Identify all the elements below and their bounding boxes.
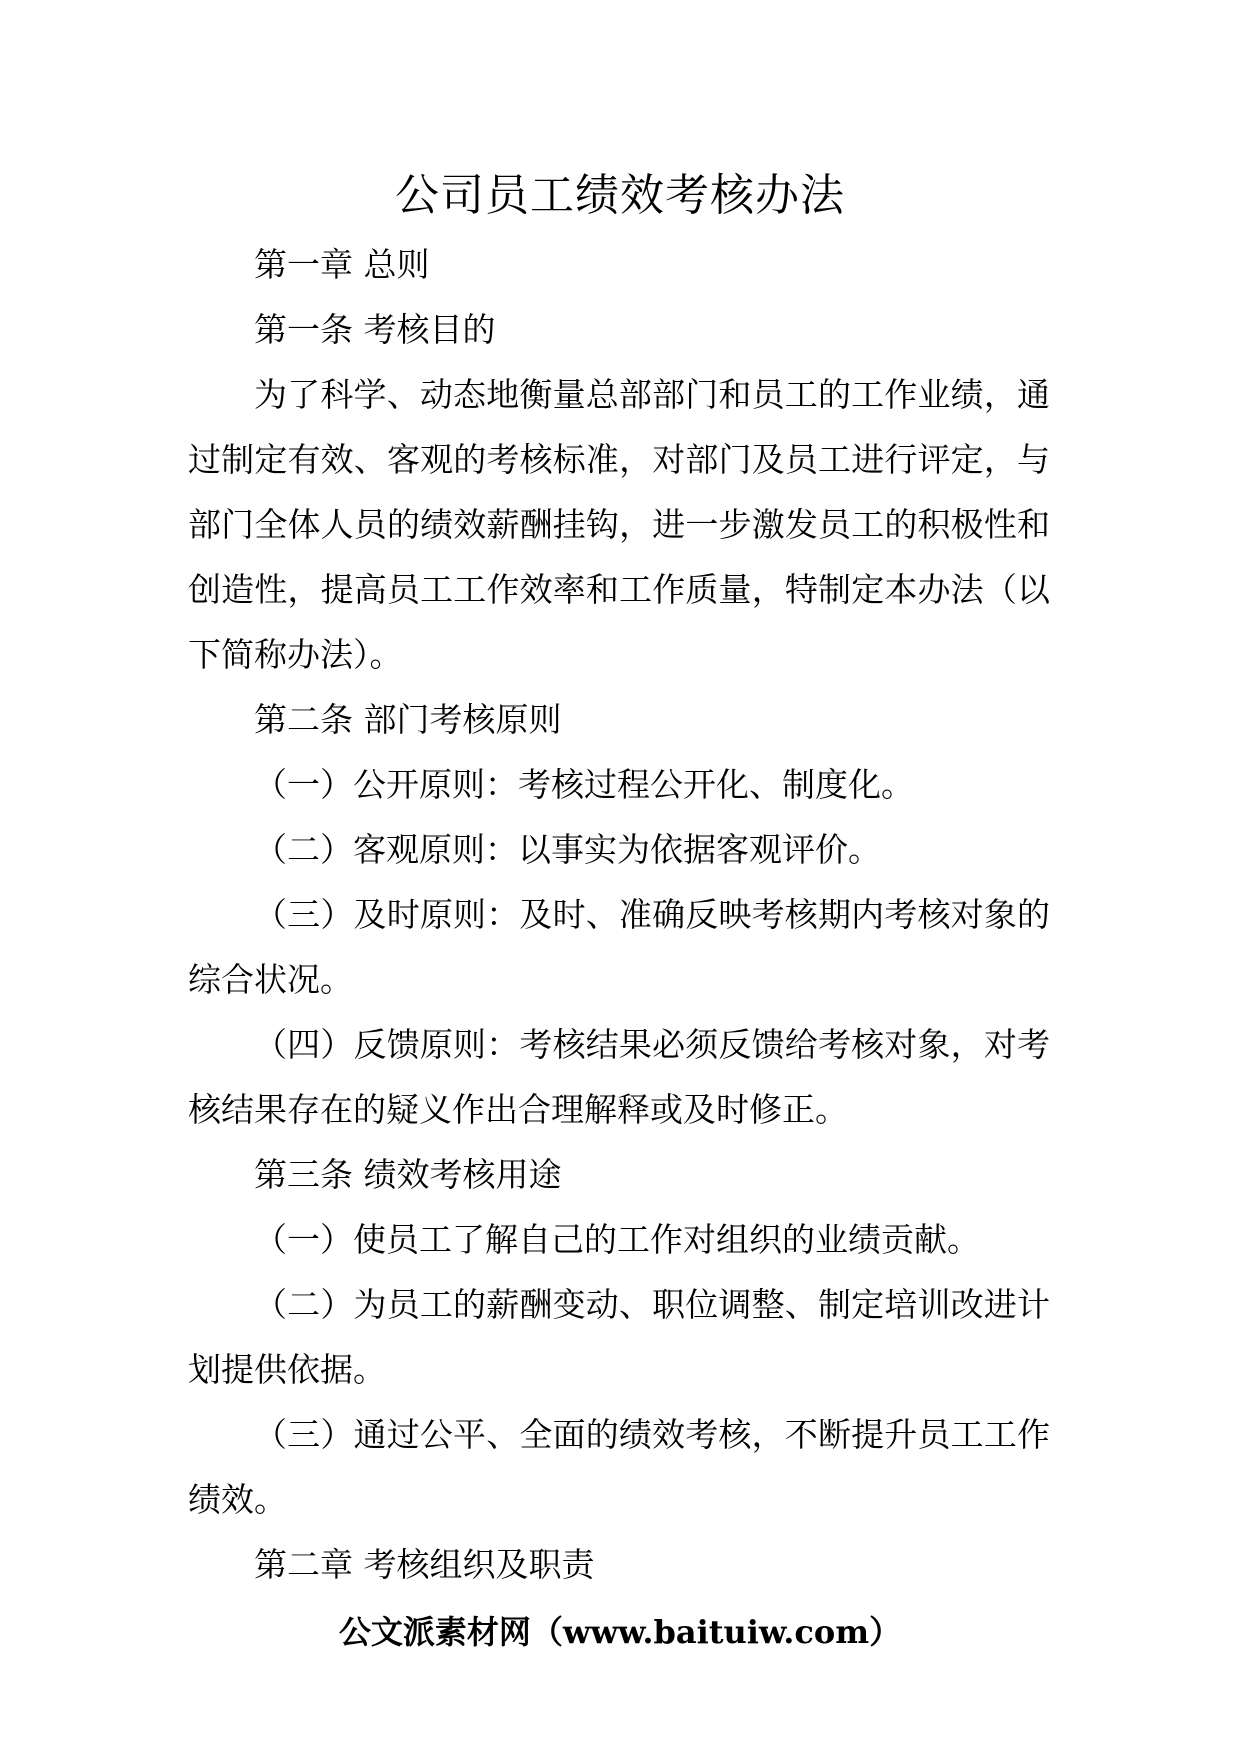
list-item: （三）通过公平、全面的绩效考核，不断提升员工工作绩效。 — [188, 1415, 1050, 1519]
paragraph: 为了科学、动态地衡量总部部门和员工的工作业绩，通过制定有效、客观的考核标准，对部门及员工进行评定，与部门全体人员的绩效薪酬挂钩，进一步激发员工的积极性和创造性，提高员工工作效率和工作质量，特制定本办法（以下简称办法）。 — [188, 375, 1050, 674]
footer-watermark: 公文派素材网（www.baituiw.com） — [338, 1613, 902, 1651]
list-item: （二）为员工的薪酬变动、职位调整、制定培训改进计划提供依据。 — [188, 1285, 1050, 1389]
document-title: 公司员工绩效考核办法 — [395, 170, 845, 221]
list-item: （一）使员工了解自己的工作对组织的业绩贡献。 — [254, 1220, 980, 1259]
article-heading: 第一条 考核目的 — [254, 310, 496, 349]
article-heading: 第三条 绩效考核用途 — [254, 1155, 562, 1194]
list-item: （四）反馈原则：考核结果必须反馈给考核对象，对考核结果存在的疑义作出合理解释或及时修正。 — [188, 1025, 1050, 1129]
chapter-heading: 第一章 总则 — [254, 245, 430, 284]
article-heading: 第二条 部门考核原则 — [254, 700, 562, 739]
list-item: （三）及时原则：及时、准确反映考核期内考核对象的综合状况。 — [188, 895, 1050, 999]
list-item: （一）公开原则：考核过程公开化、制度化。 — [254, 765, 914, 804]
document-body — [188, 232, 1050, 1597]
list-item: （二）客观原则：以事实为依据客观评价。 — [254, 830, 881, 869]
chapter-heading: 第二章 考核组织及职责 — [254, 1545, 595, 1584]
